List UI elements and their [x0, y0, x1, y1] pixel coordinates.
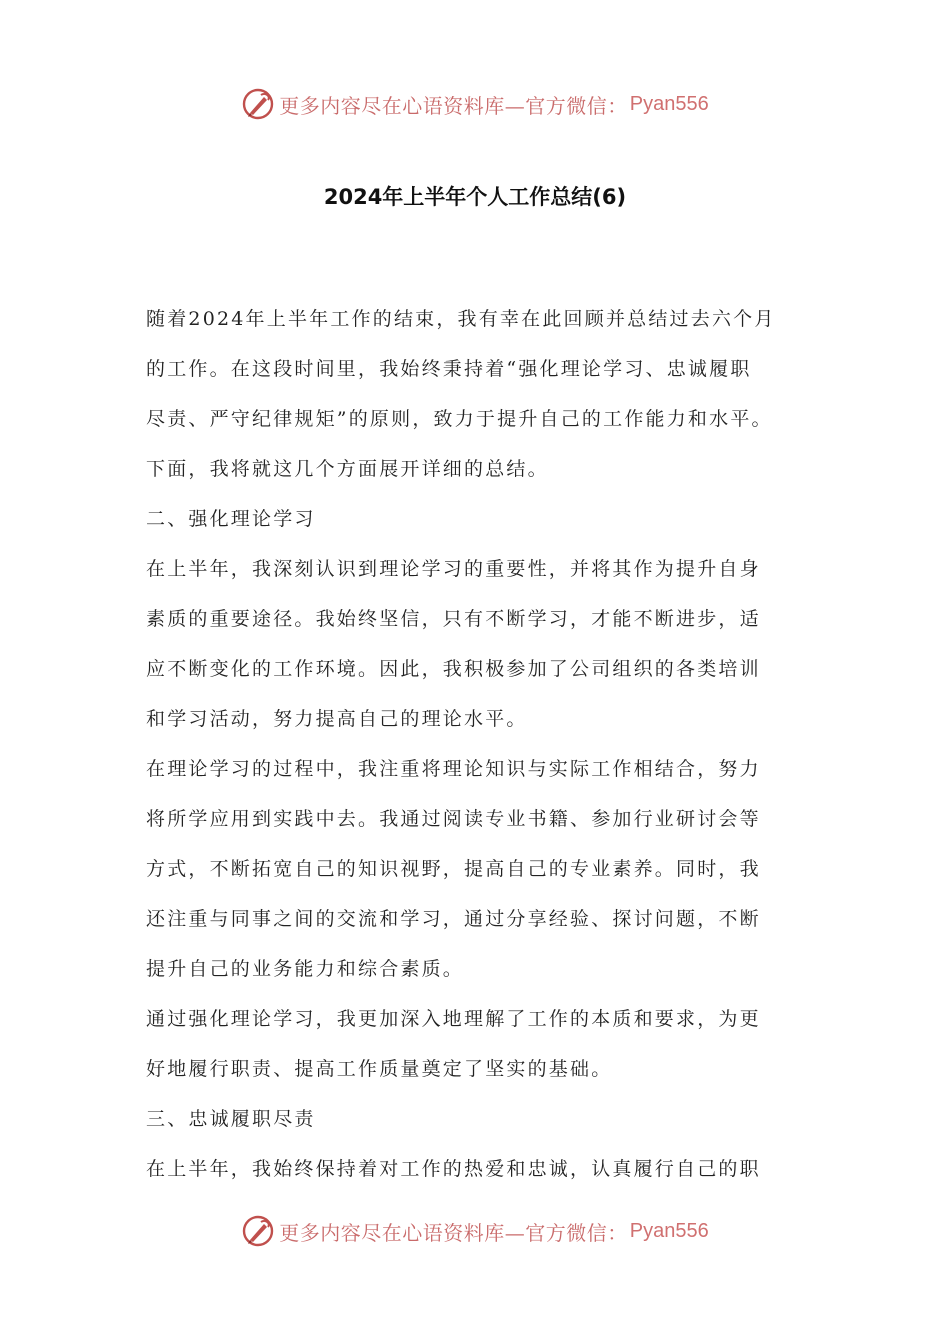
- paragraph-line: 将所学应用到实践中去。我通过阅读专业书籍、参加行业研讨会等: [146, 808, 761, 830]
- wechat-id: Pyan556: [629, 92, 709, 115]
- paragraph-line: 还注重与同事之间的交流和学习，通过分享经验、探讨问题，不断: [146, 908, 761, 930]
- wechat-id: Pyan556: [629, 1219, 709, 1242]
- paragraph-line: 尽责、严守纪律规矩”的原则，致力于提升自己的工作能力和水平。: [146, 408, 773, 430]
- banner-text: 更多内容尽在心语资料库—官方微信：: [279, 1220, 628, 1245]
- paragraph-line: 下面，我将就这几个方面展开详细的总结。: [146, 458, 549, 480]
- pen-logo-icon: [241, 1214, 275, 1248]
- footer-banner: [0, 1211, 950, 1251]
- paragraph-line: 素质的重要途径。我始终坚信，只有不断学习，才能不断进步，适: [146, 608, 761, 630]
- paragraph-line: 在上半年，我深刻认识到理论学习的重要性，并将其作为提升自身: [146, 558, 761, 580]
- paragraph-line: 随着2024年上半年工作的结束，我有幸在此回顾并总结过去六个月: [146, 308, 776, 330]
- paragraph-line: 方式，不断拓宽自己的知识视野，提高自己的专业素养。同时，我: [146, 858, 761, 880]
- banner-text: 更多内容尽在心语资料库—官方微信：: [279, 93, 628, 118]
- paragraph-line: 和学习活动，努力提高自己的理论水平。: [146, 708, 528, 730]
- paragraph-line: 通过强化理论学习，我更加深入地理解了工作的本质和要求，为更: [146, 1008, 761, 1030]
- document-title: 2024年上半年个人工作总结(6): [323, 185, 627, 209]
- paragraph-line: 应不断变化的工作环境。因此，我积极参加了公司组织的各类培训: [146, 658, 761, 680]
- pen-logo-icon: [241, 87, 275, 121]
- section-heading: 三、忠诚履职尽责: [146, 1108, 316, 1130]
- paragraph-line: 在理论学习的过程中，我注重将理论知识与实际工作相结合，努力: [146, 758, 761, 780]
- document-body: [146, 294, 826, 1194]
- section-heading: 二、强化理论学习: [146, 508, 316, 530]
- header-banner: [0, 84, 950, 124]
- paragraph-line: 提升自己的业务能力和综合素质。: [146, 958, 465, 980]
- paragraph-line: 好地履行职责、提高工作质量奠定了坚实的基础。: [146, 1058, 613, 1080]
- paragraph-line: 在上半年，我始终保持着对工作的热爱和忠诚，认真履行自己的职: [146, 1158, 761, 1180]
- paragraph-line: 的工作。在这段时间里，我始终秉持着“强化理论学习、忠诚履职: [146, 358, 752, 380]
